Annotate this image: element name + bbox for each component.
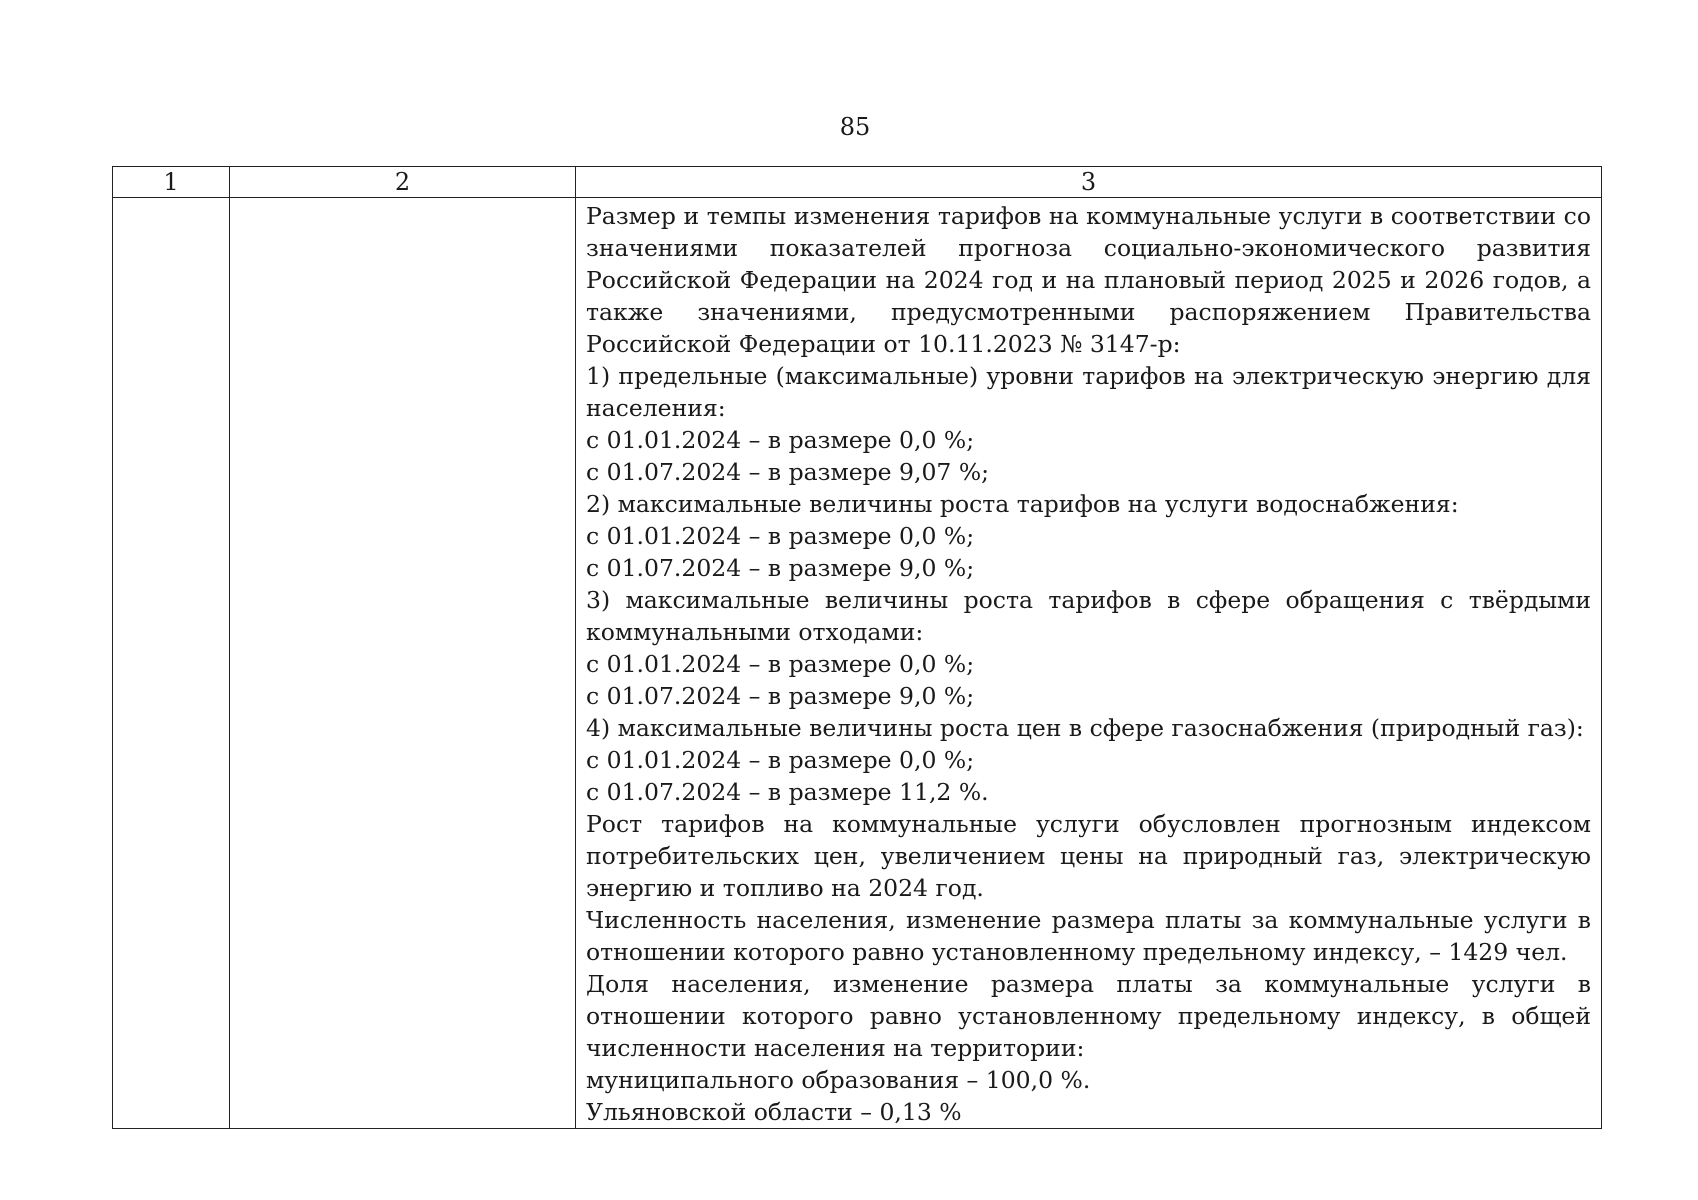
page-number: 85 [839, 113, 871, 141]
cell-column-3 [576, 198, 1602, 1129]
population-share-paragraph: Доля населения, изменение размера платы за коммунальные услуги в отношении которого равно установленному предельному индексу, в общей численности населения на территории: [586, 970, 1591, 1062]
table-row [113, 198, 1602, 1129]
gas-rate-jan: с 01.01.2024 – в размере 0,0 %; [586, 746, 975, 774]
intro-paragraph: Размер и темпы изменения тарифов на коммунальные услуги в соответствии со значениями показателей прогноза социально-экономического развития Российской Федерации на 2024 год и на плановый период 2025 и 2026 годов, а также значениями, предусмотренными распоряжением Правительства Российской Федерации от 10.11.2023 № 3147-р: [586, 202, 1591, 358]
waste-heading: 3) максимальные величины роста тарифов в сфере обращения с твёрдыми коммунальными отходами: [586, 586, 1591, 646]
water-rate-jan: с 01.01.2024 – в размере 0,0 %; [586, 522, 975, 550]
waste-rate-jul: с 01.07.2024 – в размере 9,0 %; [586, 682, 975, 710]
gas-rate-jul: с 01.07.2024 – в размере 11,2 %. [586, 778, 989, 806]
municipal-share: муниципального образования – 100,0 %. [586, 1066, 1091, 1094]
table-header-row [113, 167, 1602, 198]
tariff-description [576, 198, 1601, 1128]
water-rate-jul: с 01.07.2024 – в размере 9,0 %; [586, 554, 975, 582]
column-header-3: 3 [576, 167, 1602, 198]
tariff-table [112, 166, 1602, 1129]
growth-reason-paragraph: Рост тарифов на коммунальные услуги обусловлен прогнозным индексом потребительских цен, увеличением цены на природный газ, электрическую энергию и топливо на 2024 год. [586, 810, 1591, 902]
column-header-2: 2 [230, 167, 576, 198]
electricity-heading: 1) предельные (максимальные) уровни тарифов на электрическую энергию для населения: [586, 362, 1591, 422]
waste-rate-jan: с 01.01.2024 – в размере 0,0 %; [586, 650, 975, 678]
population-count-paragraph: Численность населения, изменение размера платы за коммунальные услуги в отношении которого равно установленному предельному индексу, – 1429 чел. [586, 906, 1591, 966]
gas-heading: 4) максимальные величины роста цен в сфере газоснабжения (природный газ): [586, 714, 1584, 742]
column-header-1: 1 [113, 167, 230, 198]
cell-column-2 [230, 198, 576, 1129]
water-heading: 2) максимальные величины роста тарифов на услуги водоснабжения: [586, 490, 1459, 518]
electricity-rate-jul: с 01.07.2024 – в размере 9,07 %; [586, 458, 990, 486]
electricity-rate-jan: с 01.01.2024 – в размере 0,0 %; [586, 426, 975, 454]
cell-column-1 [113, 198, 230, 1129]
region-share: Ульяновской области – 0,13 % [586, 1098, 962, 1126]
